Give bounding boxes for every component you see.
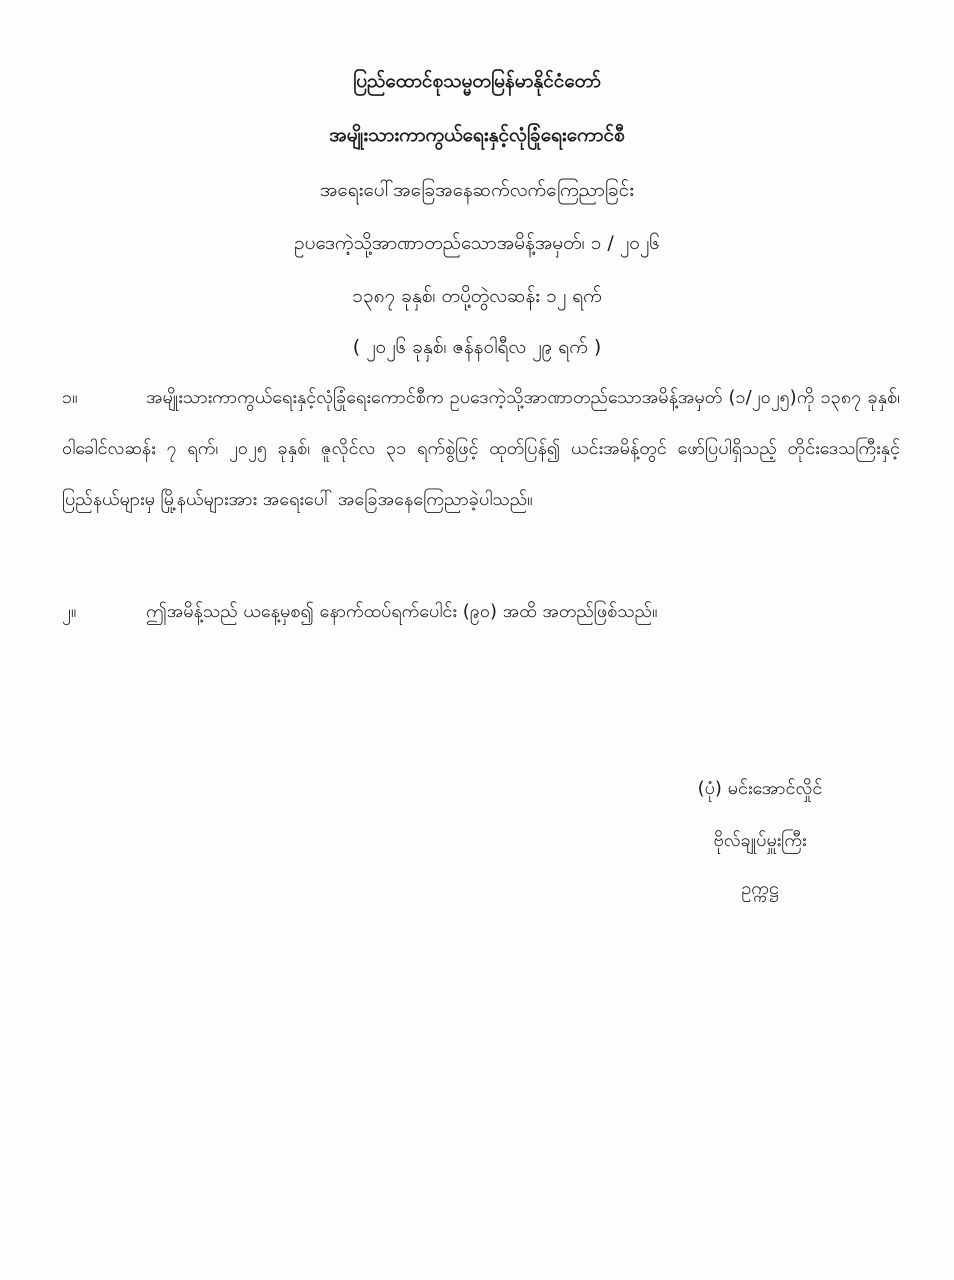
signatory-name: (ပုံ) မင်းအောင်လှိုင် [697, 778, 823, 799]
gregorian-date: ( ၂၀၂၆ ခုနှစ်၊ ဇန်နဝါရီလ ၂၉ ရက် ) [352, 336, 602, 358]
country-name-heading: ပြည်ထောင်စုသမ္မတမြန်မာနိုင်ငံတော် [353, 70, 601, 92]
council-name-heading: အမျိုးသားကာကွယ်ရေးနှင့်လုံခြုံရေးကောင်စီ [329, 124, 625, 146]
paragraph-number: ၁။ [62, 387, 78, 408]
signatory-position: ဥက္ကဋ္ဌ [741, 878, 779, 899]
myanmar-calendar-date: ၁၃၈၇ ခုနှစ်၊ တပို့တွဲလဆန်း ၁၂ ရက် [352, 285, 602, 307]
paragraph-number: ၂။ [62, 601, 77, 622]
paragraph-1 [62, 372, 900, 525]
signatory-rank: ဗိုလ်ချုပ်မှူးကြီး [713, 830, 807, 851]
paragraph-text: အမျိုးသားကာကွယ်ရေးနှင့်လုံခြုံရေးကောင်စီက ဥပဒေကဲ့သို့အာဏာတည်သောအမိန့်အမှတ် (၁/၂၀၂၅)ကို ၁၃၈၇ ခုနှစ်၊ ဝါခေါင်လဆန်း ၇ ရက်၊ ၂၀၂၅ ခုနှစ်၊ ဇူလိုင်လ ၃၁ ရက်စွဲဖြင့် ထုတ်ပြန်၍ ယင်းအမိန့်တွင် ဖော်ပြပါရှိသည့် တိုင်းဒေသကြီးနှင့် ပြည်နယ်များမှ မြို့နယ်များအား အရေးပေါ် အခြေအနေကြေညာခဲ့ပါသည်။ [62, 387, 900, 510]
order-number: ဥပဒေကဲ့သို့အာဏာတည်သောအမိန့်အမှတ်၊ ၁ / ၂၀၂၆ [294, 232, 660, 254]
paragraph-2 [62, 586, 900, 637]
document-title: အရေးပေါ်အခြေအနေဆက်လက်ကြေညာခြင်း [319, 179, 635, 201]
paragraph-text: ဤအမိန့်သည် ယနေ့မှစ၍ နောက်ထပ်ရက်ပေါင်း (၉၀) အထိ အတည်ဖြစ်သည်။ [146, 601, 658, 622]
